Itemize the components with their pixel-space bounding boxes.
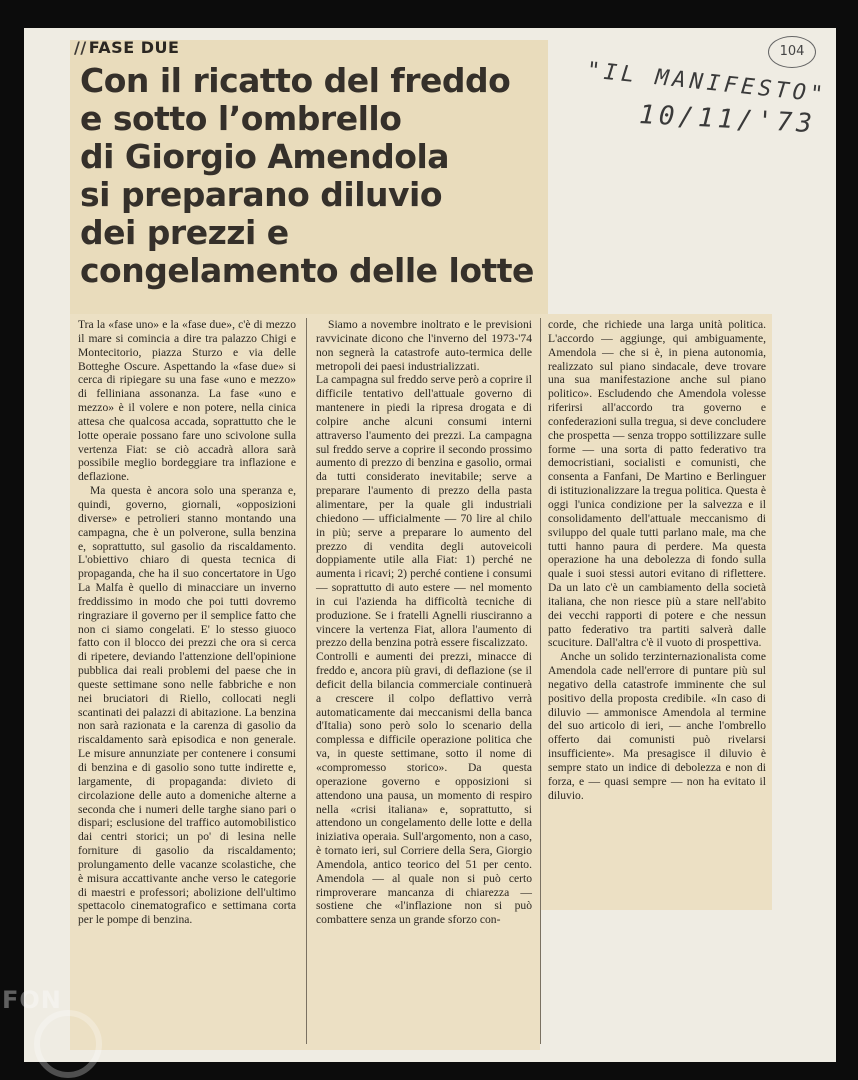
kicker-slash-icon: // (74, 38, 87, 57)
section-kicker (74, 38, 179, 57)
column-divider (540, 318, 541, 1044)
headline-line: si preparano diluvio (80, 175, 443, 214)
headline-line: Con il ricatto del freddo (80, 61, 511, 100)
handwritten-source: "IL MANIFESTO" (585, 58, 829, 109)
paragraph: Anche un solido terzinternazionalista come Amendola cade nell'errore di puntare più sul negativo della catastrofe imminente che sul positivo della proposta credibile. «In caso di diluvio — ammonisce Amendola al termine del suo articolo di ieri, — anche l'ombrello offerto dai comunisti può rivelarsi insufficiente». Ma presagisce il diluvio è sempre stato un indice di debolezza e non di forza, e — quasi sempre — non ha evitato il diluvio. (548, 650, 766, 802)
article-column-2 (316, 318, 532, 927)
paragraph: Tra la «fase uno» e la «fase due», c'è di mezzo il mare si comincia a dire tra palazzo Chigi e Montecitorio, piazza Sturzo e via delle Botteghe Oscure. Aspettando la «fase due» si cerca di ripiegare su una fase «uno e mezzo» di felliniana assonanza. La fase «uno e mezzo» è il volere e non potere, nella cinica attesa che qualcosa accada, soprattutto che le lotte operaie possano fare uno scivolone sulla vertenza Fiat: se ciò accadrà allora sarà possibile meglio bordeggiare tra inflazione e deflazione. (78, 318, 296, 484)
article-column-3 (548, 318, 766, 803)
headline-line: congelamento delle lotte (80, 251, 534, 290)
headline-line: di Giorgio Amendola (80, 137, 450, 176)
paragraph: Controlli e aumenti dei prezzi, minacce di freddo e, ancora più gravi, di deflazione (se il deficit della bilancia commerciale continuerà a crescere il colpo deflattivo verrà automaticamente dai meccanismi della banca d'Italia) sono però solo lo scenario della complessa e difficile operazione politica che va, in queste settimane, sotto il nome di «compromesso storico». Da questa operazione governo e opposizioni si attendono una pausa, un momento di respiro nella «crisi italiana» e, soprattutto, si attendono un congelamento delle lotte e della iniziativa operaia. Sull'argomento, non a caso, è tornato ieri, sul Corriere della Sera, Giorgio Amendola, antico teorico del 51 per cento. Amendola — al quale non si può certo rimproverare mancanza di chiarezza — sostiene che «l'inflazione non si può combattere senza un grande sforzo con- (316, 650, 532, 927)
watermark-logo-icon (34, 1010, 102, 1078)
page-number-stamp: 104 (768, 36, 816, 68)
paragraph: La campagna sul freddo serve però a coprire il difficile tentativo dell'attuale governo di mantenere in piedi la ripresa drogata e di colpire anche alcuni consumi interni attraverso l'aumento dei prezzi. La campagna sul freddo serve a coprire il secondo prossimo aumento di prezzo di benzina e gasolio, ormai da tutti considerato inevitabile; serve a preparare l'aumento di prezzo della pasta alimentare, per la quale gli industriali chiedono — ufficialmente — 70 lire al chilo in più; serve a preparare lo aumento del prezzo di vendita degli autoveicoli doppiamente utile alla Fiat: 1) perché ne aumenta i ricavi; 2) perché contiene i consumi — soprattutto di auto estere — nel momento in cui l'azienda ha difficoltà tecniche di produzione. Se i fratelli Agnelli riusciranno a vincere la vertenza Fiat, allora l'aumento di prezzo della benzina potrà essere fiscalizzato. (316, 373, 532, 650)
headline-line: dei prezzi e (80, 213, 289, 252)
paragraph: Ma questa è ancora solo una speranza e, quindi, governo, giornali, «opposizioni diverse» e petrolieri stanno montando una campagna, che è un polverone, sulla benzina e, soprattutto, sul gasolio da riscaldamento. L'obiettivo chiaro di questa tecnica di propaganda, che ha il suo concertatore in Ugo La Malfa è quello di minacciare un inverno freddissimo in modo che poi tutti dovremo ringraziare il governo per il semplice fatto che non ci siamo congelati. E' lo stesso giuoco fatto con il blocco dei prezzi che ora si cerca di ripetere, deviando l'attenzione dell'opinione pubblica dai reali problemi del paese che in queste settimane sono nelle fabbriche e non nei bruciatori di Riello, collocati negli scantinati dei palazzi di abitazione. La benzina non sarà razionata e la carenza di gasolio da riscaldamento sarà episodica e non generale. Le misure annunziate per contenere i consumi di benzina e di gasolio sono tutte indirette e, largamente, di propaganda: divieto di circolazione delle auto a domeniche alterne a seconda che i numeri delle targhe siano pari o dispari; esclusione del traffico automobilistico dai centri storici; un po' di lesina nelle forniture di gasolio da riscaldamento; prolungamento delle vacanze scolastiche, che è misura accattivante anche verso le categorie di maestri e professori; abolizione dell'ultimo spettacolo cinematografico e settimana corta per le pompe di benzina. (78, 484, 296, 927)
kicker-text: FASE DUE (88, 38, 180, 57)
paragraph: Siamo a novembre inoltrato e le previsioni ravvicinate dicono che l'inverno del 1973-'74 non segnerà la catastrofe auto-termica delle metropoli dei paesi industrializzati. (316, 318, 532, 373)
paragraph: corde, che richiede una larga unità politica. L'accordo — aggiunge, qui ambiguamente, Amendola — che si è, in piena autonomia, realizzato sul piano sindacale, deve trovare una sua manifestazione anche sul piano politico». Escludendo che Amendola volesse riferirsi all'accordo tra governo e confederazioni sulla tregua, si deve concludere che prospetta — senza troppo sottilizzare sulle forme — una sorta di patto federativo tra democristiani, socialisti e comunisti, che consenta a Fanfani, De Martino e Berlinguer di istituzionalizzare la tregua politica. Questa è oggi l'unica condizione per la salvezza e il consolidamento dell'attuale meccanismo di sviluppo del quale tutti parlano male, ma che tutti hanno paura di perdere. Ma questa operazione ha una debolezza di fondo sulla quale i suoi stessi autori evitano di riflettere. Da un lato c'è un cambiamento della società italiana, che non riesce più a stare nell'abito dei vecchi rapporti di potere e che nessun patto federativo tra partiti salverà dalle scuciture. Dall'altra c'è il vuoto di prospettiva. (548, 318, 766, 650)
watermark-text: FON (2, 986, 62, 1014)
column-divider (306, 318, 307, 1044)
headline (80, 62, 550, 290)
headline-line: e sotto l’ombrello (80, 99, 402, 138)
article-column-1 (78, 318, 296, 927)
handwritten-date: 10/11/'73 (638, 100, 817, 140)
